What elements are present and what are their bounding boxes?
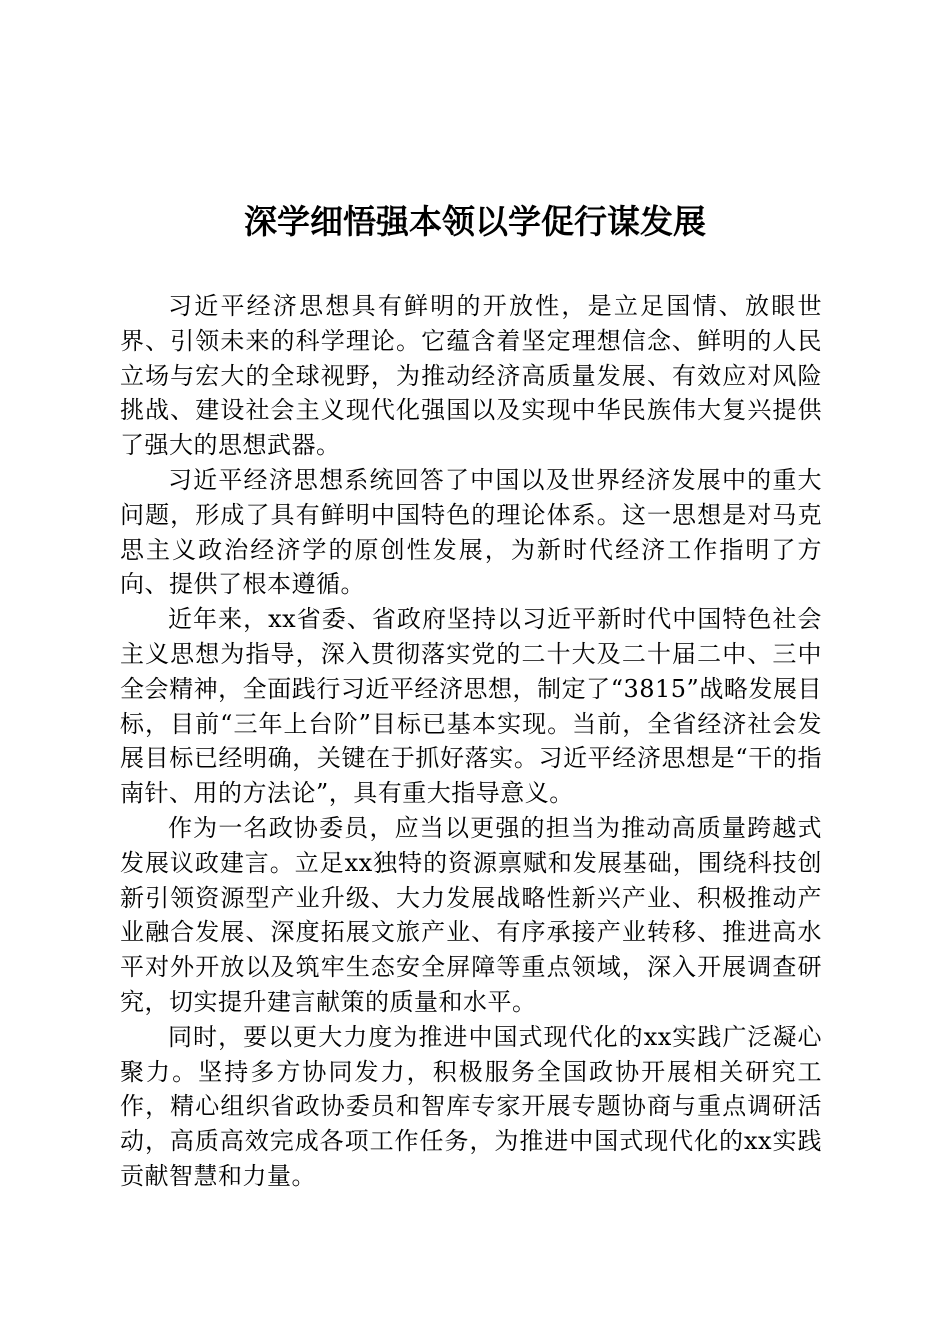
paragraph-1: 习近平经济思想具有鲜明的开放性，是立足国情、放眼世界、引领未来的科学理论。它蕴含着坚定理想信念、鲜明的人民立场与宏大的全球视野，为推动经济高质量发展、有效应对风险挑战、建设社会主义现代化强国以及实现中华民族伟大复兴提供了强大的思想武器。 (120, 292, 822, 460)
paragraph-4: 作为一名政协委员，应当以更强的担当为推动高质量跨越式发展议政建言。立足xx独特的资源禀赋和发展基础，围绕科技创新引领资源型产业升级、大力发展战略性新兴产业、积极推动产业融合发展、深度拓展文旅产业、有序承接产业转移、推进高水平对外开放以及筑牢生态安全屏障等重点领域，深入开展调查研究，切实提升建言献策的质量和水平。 (120, 813, 822, 1016)
paragraph-2: 习近平经济思想系统回答了中国以及世界经济发展中的重大问题，形成了具有鲜明中国特色的理论体系。这一思想是对马克思主义政治经济学的原创性发展，为新时代经济工作指明了方向、提供了根本遵循。 (120, 465, 822, 599)
document-title: 深学细悟强本领以学促行谋发展 (244, 202, 706, 241)
document-body (120, 289, 822, 1194)
paragraph-5: 同时，要以更大力度为推进中国式现代化的xx实践广泛凝心聚力。坚持多方协同发力，积极服务全国政协开展相关研究工作，精心组织省政协委员和智库专家开展专题协商与重点调研活动，高质高效完成各项工作任务，为推进中国式现代化的xx实践贡献智慧和力量。 (120, 1022, 822, 1190)
paragraph-3: 近年来，xx省委、省政府坚持以习近平新时代中国特色社会主义思想为指导，深入贯彻落实党的二十大及二十届二中、三中全会精神，全面践行习近平经济思想，制定了“3815”战略发展目标，目前“三年上台阶”目标已基本实现。当前，全省经济社会发展目标已经明确，关键在于抓好落实。习近平经济思想是“干的指南针、用的方法论”，具有重大指导意义。 (120, 605, 822, 808)
